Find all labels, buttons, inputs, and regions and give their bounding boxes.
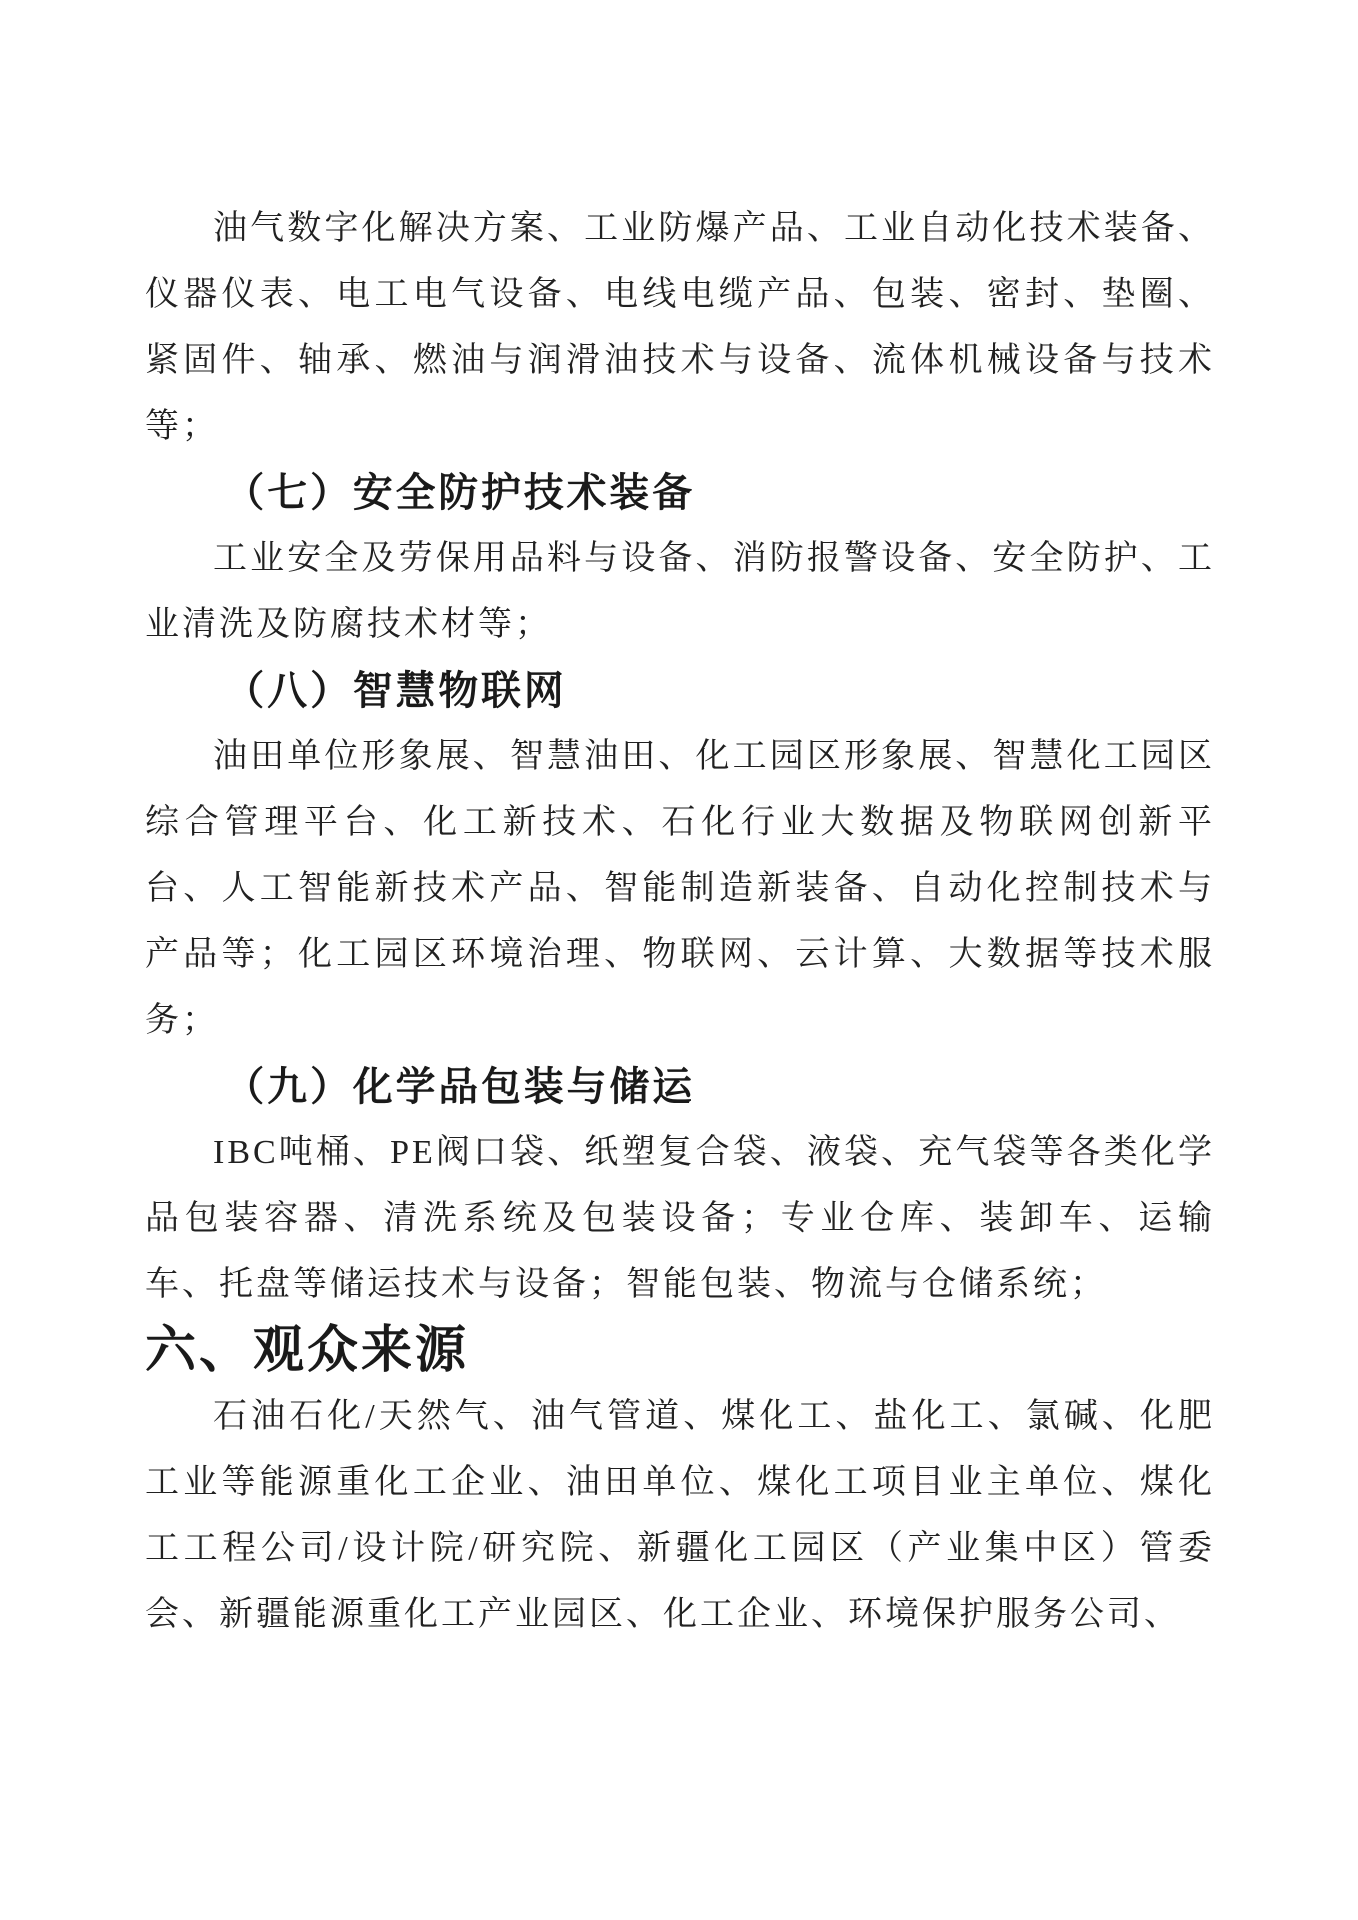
paragraph-audience-source-list: 石油石化/天然气、油气管道、煤化工、盐化工、氯碱、化肥工业等能源重化工企业、油田单位、煤化工项目业主单位、煤化工工程公司/设计院/研究院、新疆化工园区（产业集中区）管委会、新疆能源重化工产业园区、化工企业、环境保护服务公司、 — [145, 1398, 1215, 1633]
heading-section-7-safety-protection-equipment: （七）安全防护技术装备 — [224, 471, 695, 515]
paragraph-safety-protection-exhibits: 工业安全及劳保用品料与设备、消防报警设备、安全防护、工业清洗及防腐技术材等； — [145, 540, 1215, 643]
document-body — [145, 196, 1215, 1648]
heading-section-9-chemical-packaging-storage: （九）化学品包装与储运 — [224, 1065, 695, 1109]
heading-section-8-smart-iot: （八）智慧物联网 — [224, 669, 567, 713]
paragraph-smart-iot-exhibits: 油田单位形象展、智慧油田、化工园区形象展、智慧化工园区综合管理平台、化工新技术、石化行业大数据及物联网创新平台、人工智能新技术产品、智能制造新装备、自动化控制技术与产品等；化工园区环境治理、物联网、云计算、大数据等技术服务； — [145, 738, 1215, 1039]
paragraph-oil-gas-digital-exhibits: 油气数字化解决方案、工业防爆产品、工业自动化技术装备、仪器仪表、电工电气设备、电线电缆产品、包装、密封、垫圈、紧固件、轴承、燃油与润滑油技术与设备、流体机械设备与技术等； — [145, 210, 1215, 445]
heading-section-6-audience-source: 六、观众来源 — [145, 1323, 470, 1379]
paragraph-chemical-packaging-exhibits: IBC吨桶、PE阀口袋、纸塑复合袋、液袋、充气袋等各类化学品包装容器、清洗系统及包装设备；专业仓库、装卸车、运输车、托盘等储运技术与设备；智能包装、物流与仓储系统； — [145, 1134, 1215, 1303]
